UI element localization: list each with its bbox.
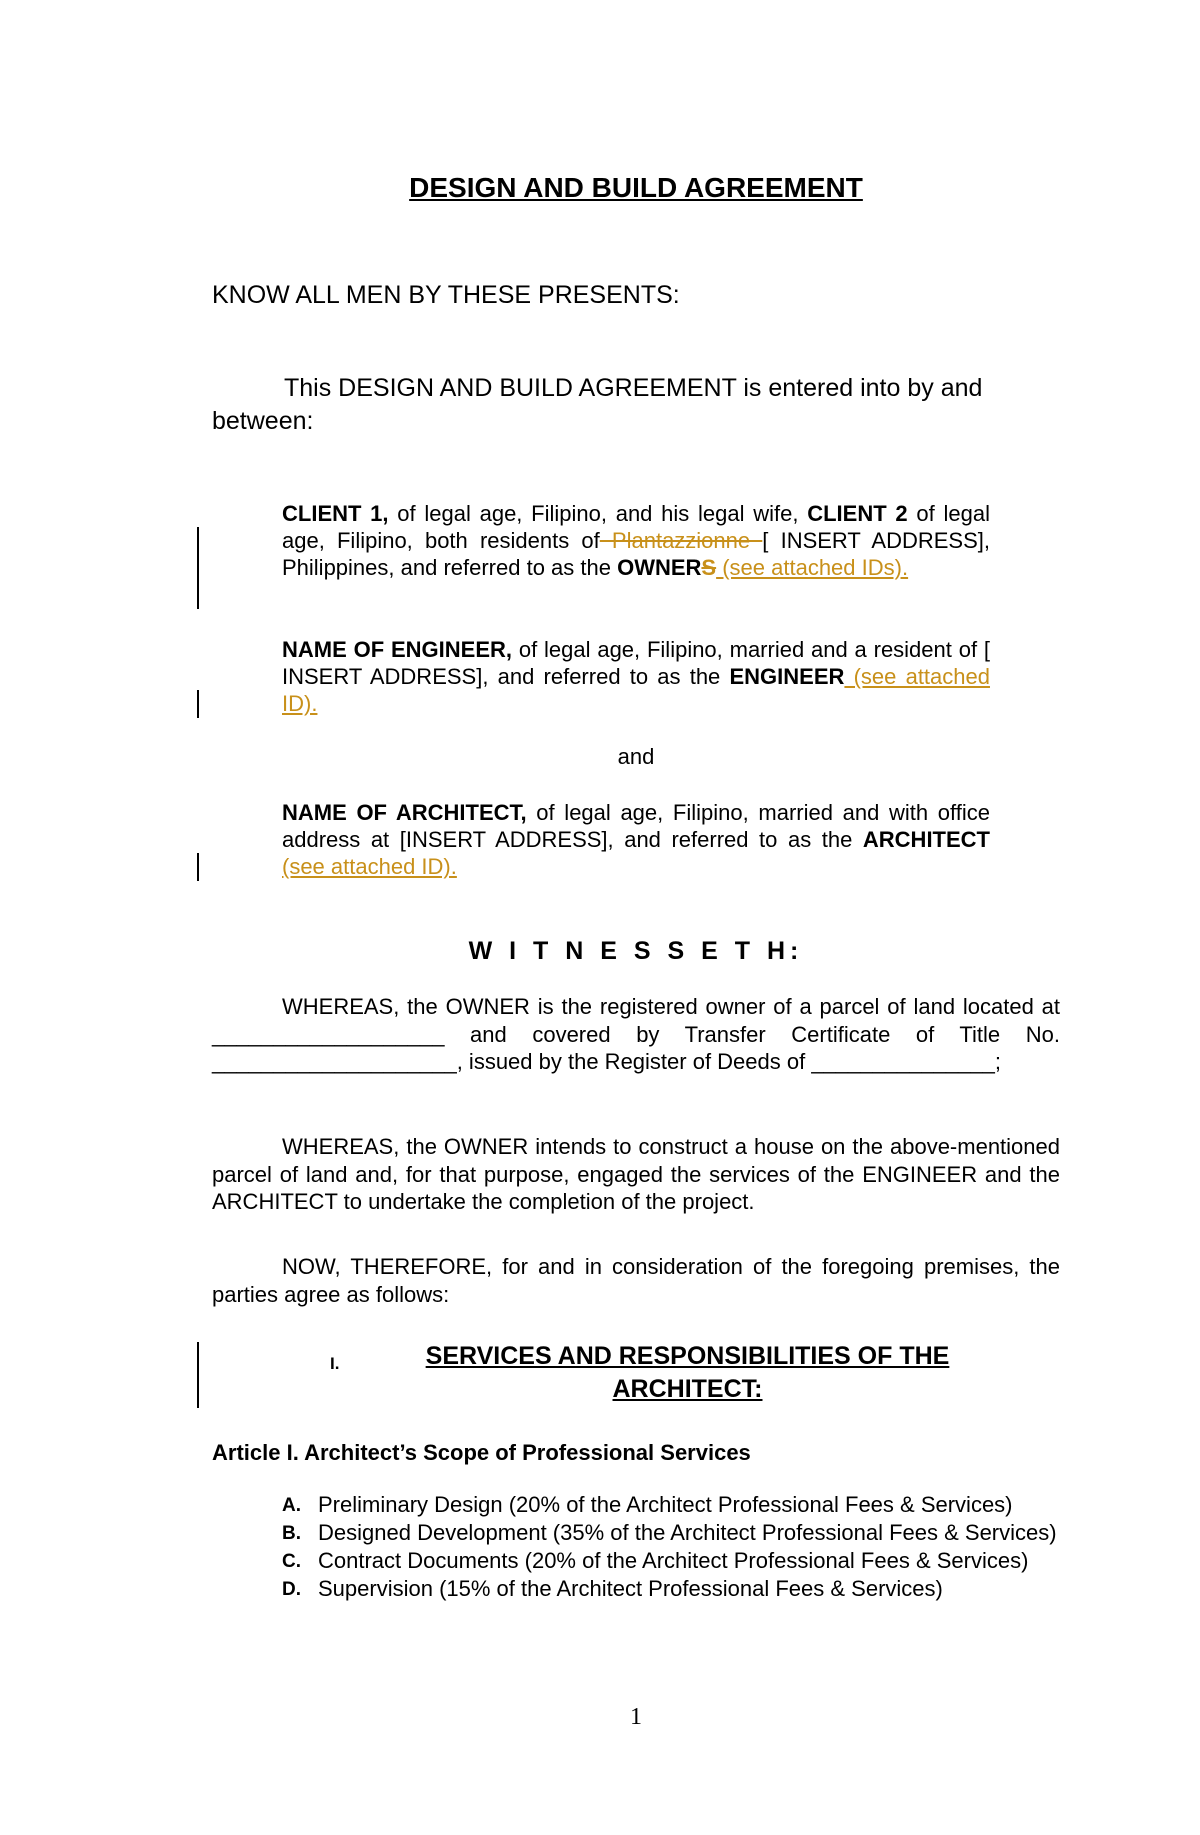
- list-marker: C.: [282, 1551, 301, 1572]
- change-bar: [197, 853, 199, 881]
- owners-text-3: [ INSERT ADDRESS], Philippines, and referred to as the: [282, 528, 990, 580]
- list-item: [212, 1491, 1060, 1519]
- list-item: [212, 1547, 1060, 1575]
- services-list: [212, 1491, 1060, 1603]
- change-bar: [197, 1342, 199, 1408]
- deleted-text: Plantazzionne: [599, 528, 763, 553]
- whereas-1-text: WHEREAS, the OWNER is the registered owner of a parcel of land located at ___________________ and covered by Transfer Certificate of Title No. ____________________, issued by the Register of Deeds of _______________;: [212, 994, 1060, 1074]
- witnesseth-heading: W I T N E S S E T H:: [468, 937, 804, 965]
- intro-paragraph: [212, 372, 1060, 438]
- deleted-s: S: [701, 555, 717, 580]
- list-item: [212, 1519, 1060, 1547]
- client1-name: CLIENT 1,: [282, 501, 389, 526]
- intro-text: This DESIGN AND BUILD AGREEMENT is entered into by and between:: [212, 374, 983, 435]
- whereas-paragraph-2: [212, 1133, 1060, 1216]
- whereas-paragraph-1: [212, 993, 1060, 1076]
- architect-name: NAME OF ARCHITECT,: [282, 800, 527, 825]
- client2-name: CLIENT 2: [807, 501, 908, 526]
- owners-text-2: of legal age, Filipino, both residents of: [282, 501, 990, 553]
- architect-text: of legal age, Filipino, married and with office address at [INSERT ADDRESS], and referred to as the: [282, 800, 990, 852]
- inserted-ids-note: (see attached IDs).: [716, 555, 909, 580]
- list-item-text: Preliminary Design (20% of the Architect Professional Fees & Services): [318, 1492, 1013, 1517]
- owners-text-1: of legal age, Filipino, and his legal wife,: [388, 501, 808, 526]
- list-item-text: Supervision (15% of the Architect Professional Fees & Services): [318, 1576, 943, 1601]
- know-all-men-heading: KNOW ALL MEN BY THESE PRESENTS:: [212, 281, 680, 309]
- engineer-role: ENGINEER: [729, 664, 845, 689]
- list-item: [212, 1575, 1060, 1603]
- page-number: 1: [630, 1704, 642, 1730]
- inserted-id-note: (see attached ID).: [282, 664, 990, 716]
- section-number: I.: [330, 1354, 340, 1373]
- list-marker: D.: [282, 1579, 301, 1600]
- list-marker: A.: [282, 1495, 301, 1516]
- inserted-id-note: (see attached ID).: [282, 854, 457, 879]
- now-therefore-text: NOW, THEREFORE, for and in consideration of the foregoing premises, the parties agree as follows:: [212, 1254, 1060, 1307]
- change-bar: [197, 527, 199, 609]
- change-bar: [197, 690, 199, 718]
- engineer-name: NAME OF ENGINEER,: [282, 637, 513, 662]
- engineer-paragraph: [282, 636, 990, 717]
- whereas-2-text: WHEREAS, the OWNER intends to construct a house on the above-mentioned parcel of land and, for that purpose, engaged the services of the ENGINEER and the ARCHITECT to undertake the completion of the project.: [212, 1134, 1060, 1214]
- list-item-text: Designed Development (35% of the Architect Professional Fees & Services): [318, 1520, 1057, 1545]
- document-title: DESIGN AND BUILD AGREEMENT: [409, 172, 863, 203]
- and-connector: and: [617, 744, 655, 769]
- owner-role: OWNER: [617, 555, 702, 580]
- architect-paragraph: [282, 799, 990, 880]
- engineer-text: of legal age, Filipino, married and a resident of [ INSERT ADDRESS], and referred to as the: [282, 637, 990, 689]
- now-therefore-paragraph: [212, 1253, 1060, 1308]
- list-item-text: Contract Documents (20% of the Architect Professional Fees & Services): [318, 1548, 1029, 1573]
- article-heading: Article I. Architect’s Scope of Professional Services: [212, 1440, 751, 1465]
- architect-role: ARCHITECT: [862, 827, 990, 852]
- section-title: SERVICES AND RESPONSIBILITIES OF THE ARCHITECT:: [425, 1342, 950, 1403]
- owners-paragraph: [282, 500, 990, 581]
- list-marker: B.: [282, 1523, 301, 1544]
